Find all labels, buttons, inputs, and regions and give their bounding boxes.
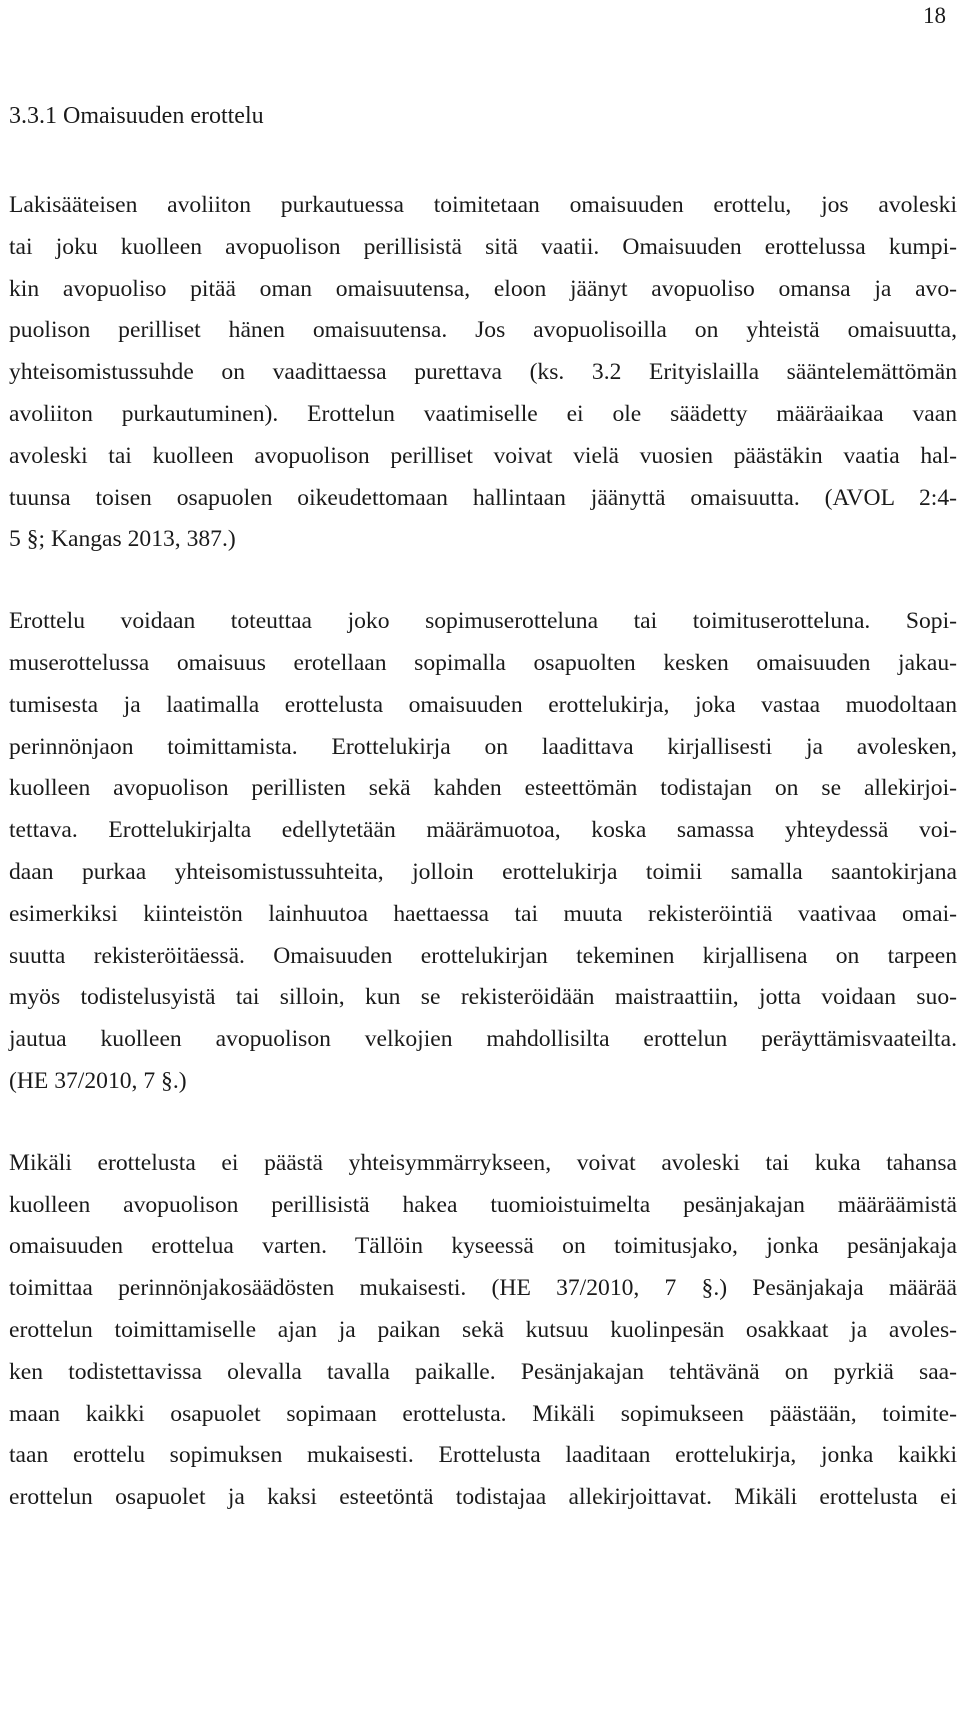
text-line: erottelun osapuolet ja kaksi esteetöntä todistajaa allekirjoittavat. Mikäli erottelusta ei (9, 1484, 957, 1511)
text-line: perinnönjaon toimittamista. Erottelukirja on laadittava kirjallisesti ja avolesken, (9, 733, 957, 760)
text-line: kuolleen avopuolison perillisistä hakea tuomioistuimelta pesänjakajan määräämistä (9, 1191, 957, 1218)
text-line: myös todistelusyistä tai silloin, kun se rekisteröidään maistraattiin, jotta voidaan suo- (9, 984, 957, 1011)
text-line: tettava. Erottelukirjalta edellytetään määrämuotoa, koska samassa yhteydessä voi- (9, 817, 957, 844)
paragraph-2 (9, 601, 957, 1103)
text-line: muserottelussa omaisuus erotellaan sopimalla osapuolten kesken omaisuuden jakau- (9, 649, 957, 676)
text-line: erottelun toimittamiselle ajan ja paikan sekä kutsuu kuolinpesän osakkaat ja avoles- (9, 1316, 957, 1343)
text-line: esimerkiksi kiinteistön lainhuutoa haettaessa tai muuta rekisteröintiä vaativaa omai- (9, 900, 957, 927)
text-line: suutta rekisteröitäessä. Omaisuuden erottelukirjan tekeminen kirjallisena on tarpeen (9, 942, 957, 969)
text-line: puolison perilliset hänen omaisuutensa. Jos avopuolisoilla on yhteistä omaisuutta, (9, 317, 957, 344)
text-line: avoliiton purkautuminen). Erottelun vaatimiselle ei ole säädetty määräaikaa vaan (9, 400, 957, 427)
paragraph-1 (9, 185, 957, 561)
text-line: taan erottelu sopimuksen mukaisesti. Erottelusta laaditaan erottelukirja, jonka kaikki (9, 1442, 957, 1469)
text-line: omaisuuden erottelua varten. Tällöin kyseessä on toimitusjako, jonka pesänjakaja (9, 1233, 957, 1260)
text-line: kuolleen avopuolison perillisten sekä kahden esteettömän todistajan on se allekirjoi- (9, 775, 957, 802)
text-line: maan kaikki osapuolet sopimaan erottelusta. Mikäli sopimukseen päästään, toimite- (9, 1400, 957, 1427)
text-line: avoleski tai kuolleen avopuolison perilliset voivat vielä vuosien päästäkin vaatia hal- (9, 442, 957, 469)
text-line: Lakisääteisen avoliiton purkautuessa toimitetaan omaisuuden erottelu, jos avoleski (9, 192, 957, 218)
text-line: yhteisomistussuhde on vaadittaessa purettava (ks. 3.2 Erityislailla sääntelemättömän (9, 359, 957, 386)
text-line: jautua kuolleen avopuolison velkojien mahdollisilta erottelun peräyttämisvaateilta. (9, 1026, 957, 1053)
paragraph-3 (9, 1143, 957, 1519)
text-line: ken todistettavissa olevalla tavalla paikalle. Pesänjakajan tehtävänä on pyrkiä saa- (9, 1358, 957, 1385)
page-number: 18 (923, 3, 946, 28)
text-line: tuunsa toisen osapuolen oikeudettomaan hallintaan jäänyttä omaisuutta. (AVOL 2:4- (9, 484, 957, 511)
text-line: Mikäli erottelusta ei päästä yhteisymmärrykseen, voivat avoleski tai kuka tahansa (9, 1149, 957, 1176)
text-line: (HE 37/2010, 7 §.) (9, 1067, 187, 1094)
text-line: kin avopuoliso pitää oman omaisuutensa, eloon jäänyt avopuoliso omansa ja avo- (9, 275, 957, 302)
text-line: tai joku kuolleen avopuolison perillisistä sitä vaatii. Omaisuuden erottelussa kumpi- (9, 233, 957, 260)
body-text (9, 185, 957, 1559)
text-line: daan purkaa yhteisomistussuhteita, jolloin erottelukirja toimii samalla saantokirjana (9, 858, 957, 885)
text-line: tumisesta ja laatimalla erottelusta omaisuuden erottelukirja, joka vastaa muodoltaan (9, 691, 957, 718)
text-line: Erottelu voidaan toteuttaa joko sopimuserotteluna tai toimituserotteluna. Sopi- (9, 608, 957, 635)
section-heading: 3.3.1 Omaisuuden erottelu (9, 103, 264, 129)
text-line: toimittaa perinnönjakosäädösten mukaisesti. (HE 37/2010, 7 §.) Pesänjakaja määrää (9, 1275, 957, 1302)
text-line: 5 §; Kangas 2013, 387.) (9, 526, 236, 553)
